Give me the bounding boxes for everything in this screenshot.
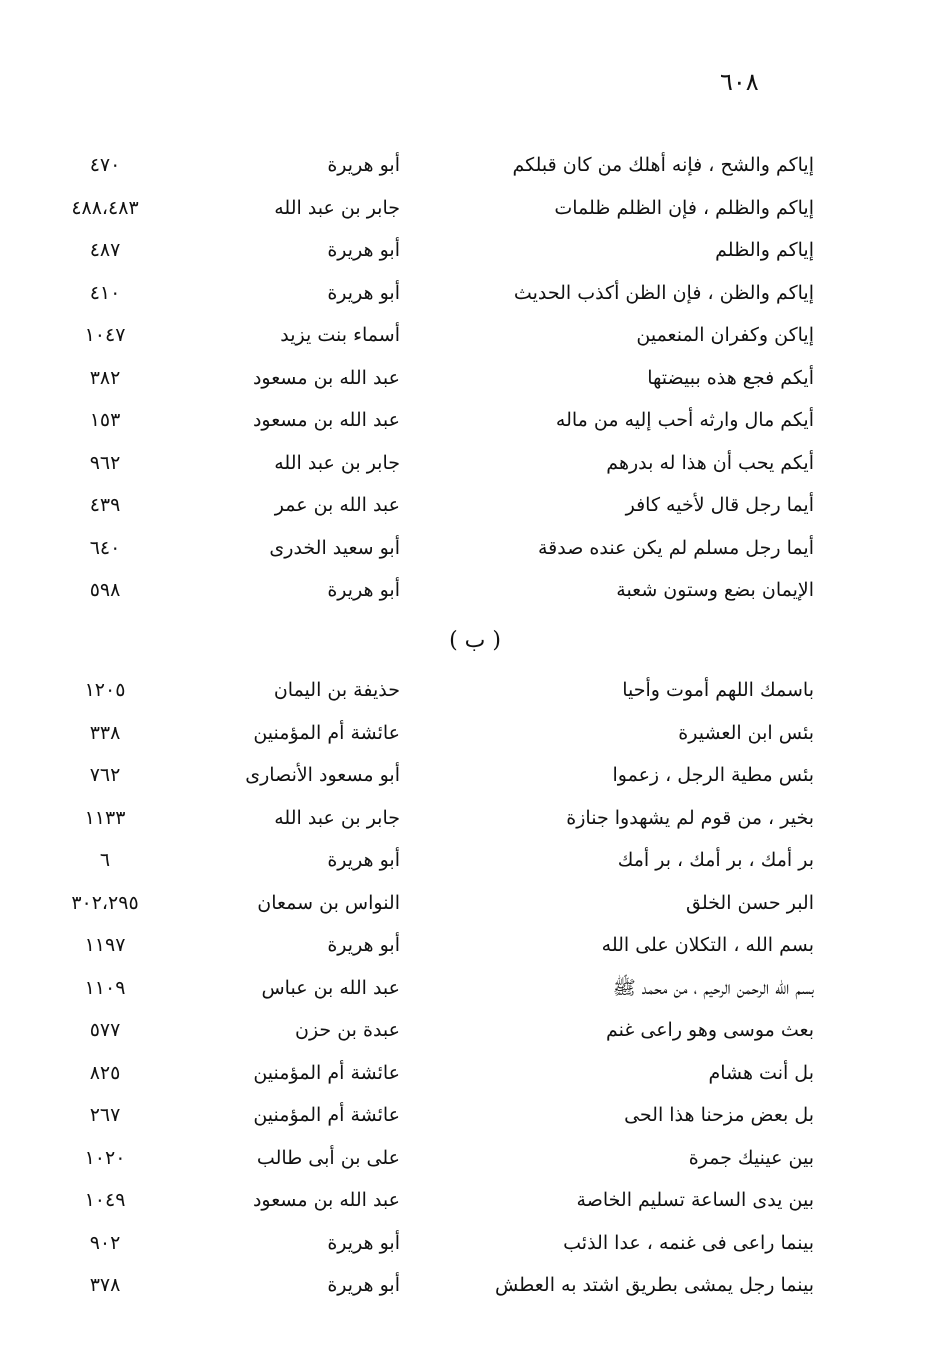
hadith-reference-number: ٩٠٢ bbox=[89, 1231, 121, 1254]
narrator-name: أسماء بنت يزيد bbox=[280, 324, 400, 346]
hadith-reference-number: ١١٩٧ bbox=[84, 934, 126, 956]
hadith-text: بخير ، من قوم لم يشهدوا جنازة bbox=[566, 806, 814, 829]
index-entry-row bbox=[0, 193, 950, 236]
narrator-name: عبد الله بن مسعود bbox=[252, 409, 400, 431]
hadith-reference-number: ١١٠٩ bbox=[84, 976, 126, 999]
narrator-name: عبد الله بن عباس bbox=[261, 976, 400, 999]
hadith-reference-number: ١٠٤٩ bbox=[84, 1189, 126, 1211]
hadith-text: بسم الله ، التكلان على الله bbox=[601, 934, 814, 956]
hadith-reference-number: ١٠٢٠ bbox=[84, 1146, 126, 1169]
hadith-reference-number: ٣٠٢،٢٩٥ bbox=[71, 891, 139, 914]
index-entry-row bbox=[0, 363, 950, 406]
index-entry-row bbox=[0, 1058, 950, 1101]
hadith-text: بل بعض مزحنا هذا الحى bbox=[624, 1104, 814, 1126]
index-entry-row bbox=[0, 490, 950, 533]
index-entry-row bbox=[0, 1270, 950, 1313]
hadith-reference-number: ٣٨٢ bbox=[89, 366, 121, 389]
hadith-reference-number: ١١٣٣ bbox=[84, 806, 126, 829]
index-entry-row bbox=[0, 235, 950, 278]
section-heading-ba: ( ب ) bbox=[449, 628, 501, 653]
hadith-text: بسم الله الرحمن الرحيم ، من محمد ﷺ bbox=[612, 976, 814, 999]
hadith-text: بئس مطية الرجل ، زعموا bbox=[612, 764, 814, 786]
hadith-reference-number: ١٥٣ bbox=[89, 409, 121, 431]
narrator-name: أبو سعيد الخدرى bbox=[269, 536, 400, 559]
hadith-reference-number: ٤٣٩ bbox=[89, 494, 121, 516]
index-entry-row bbox=[0, 845, 950, 888]
hadith-text: بر أمك ، بر أمك ، بر أمك bbox=[617, 849, 814, 871]
index-entry-row bbox=[0, 320, 950, 363]
narrator-name: على بن أبى طالب bbox=[256, 1146, 400, 1169]
hadith-reference-number: ٨٢٥ bbox=[89, 1061, 121, 1084]
narrator-name: أبو هريرة bbox=[327, 849, 400, 871]
index-entry-row bbox=[0, 675, 950, 718]
narrator-name: أبو هريرة bbox=[327, 934, 400, 956]
hadith-text: بين يدى الساعة تسليم الخاصة bbox=[576, 1189, 814, 1211]
hadith-reference-number: ٤٨٧ bbox=[89, 239, 121, 261]
narrator-name: أبو مسعود الأنصارى bbox=[245, 764, 400, 786]
page-number: ٦٠٨ bbox=[720, 68, 759, 96]
hadith-text: إياكن وكفران المنعمين bbox=[636, 324, 814, 346]
index-entry-row bbox=[0, 448, 950, 491]
narrator-name: أبو هريرة bbox=[327, 1231, 400, 1254]
narrator-name: النواس بن سمعان bbox=[257, 891, 400, 914]
ba-entries-list bbox=[0, 675, 950, 1313]
narrator-name: عائشة أم المؤمنين bbox=[253, 1061, 400, 1084]
alif-entries-list bbox=[0, 150, 950, 618]
narrator-name: جابر بن عبد الله bbox=[274, 451, 400, 474]
index-entry-row bbox=[0, 1143, 950, 1186]
hadith-reference-number: ٤٨٨،٤٨٣ bbox=[71, 196, 139, 219]
hadith-reference-number: ٧٦٢ bbox=[89, 764, 121, 786]
hadith-text: أيكم مال وارثه أحب إليه من ماله bbox=[555, 409, 814, 431]
hadith-text: بين عينيك جمرة bbox=[688, 1146, 814, 1169]
index-entry-row bbox=[0, 973, 950, 1016]
index-entry-row bbox=[0, 533, 950, 576]
narrator-name: عبد الله بن عمر bbox=[274, 494, 400, 516]
narrator-name: جابر بن عبد الله bbox=[274, 806, 400, 829]
hadith-text: إياكم والظلم bbox=[715, 239, 814, 261]
narrator-name: أبو هريرة bbox=[327, 1274, 400, 1296]
narrator-name: أبو هريرة bbox=[327, 154, 400, 176]
index-entry-row bbox=[0, 278, 950, 321]
hadith-text: إياكم والشح ، فإنه أهلك من كان قبلكم bbox=[512, 154, 814, 176]
hadith-text: بينما رجل يمشى بطريق اشتد به العطش bbox=[494, 1274, 814, 1296]
index-entry-row bbox=[0, 718, 950, 761]
index-entry-row bbox=[0, 150, 950, 193]
index-entry-row bbox=[0, 803, 950, 846]
hadith-reference-number: ٦٤٠ bbox=[89, 536, 121, 559]
narrator-name: عائشة أم المؤمنين bbox=[253, 1104, 400, 1126]
index-entry-row bbox=[0, 1185, 950, 1228]
index-entry-row bbox=[0, 405, 950, 448]
narrator-name: أبو هريرة bbox=[327, 579, 400, 601]
hadith-reference-number: ٩٦٢ bbox=[89, 451, 121, 474]
hadith-text: أيما رجل قال لأخيه كافر bbox=[625, 494, 814, 516]
narrator-name: عبد الله بن مسعود bbox=[252, 1189, 400, 1211]
hadith-reference-number: ٣٣٨ bbox=[89, 721, 121, 744]
narrator-name: عبد الله بن مسعود bbox=[252, 366, 400, 389]
hadith-text: بعث موسى وهو راعى غنم bbox=[606, 1019, 814, 1041]
index-entry-row bbox=[0, 575, 950, 618]
hadith-text: أيكم فجع هذه ببيضتها bbox=[647, 366, 814, 389]
index-entry-row bbox=[0, 1228, 950, 1271]
hadith-reference-number: ٤١٠ bbox=[89, 281, 121, 304]
hadith-text: بينما راعى فى غنمه ، عدا الذئب bbox=[563, 1231, 814, 1254]
hadith-reference-number: ٥٩٨ bbox=[89, 579, 121, 601]
index-entry-row bbox=[0, 930, 950, 973]
index-entry-row bbox=[0, 1015, 950, 1058]
hadith-reference-number: ٤٧٠ bbox=[89, 154, 121, 176]
narrator-name: حذيفة بن اليمان bbox=[273, 679, 400, 701]
hadith-text: إياكم والظلم ، فإن الظلم ظلمات bbox=[554, 196, 814, 219]
hadith-text: باسمك اللهم أموت وأحيا bbox=[622, 679, 814, 701]
hadith-reference-number: ٥٧٧ bbox=[89, 1019, 121, 1041]
hadith-reference-number: ٣٧٨ bbox=[89, 1274, 121, 1296]
narrator-name: أبو هريرة bbox=[327, 239, 400, 261]
hadith-text: أيكم يحب أن هذا له بدرهم bbox=[606, 451, 814, 474]
hadith-text: بل أنت هشام bbox=[708, 1061, 814, 1084]
narrator-name: عائشة أم المؤمنين bbox=[253, 721, 400, 744]
index-entry-row bbox=[0, 888, 950, 931]
hadith-reference-number: ١٠٤٧ bbox=[84, 324, 126, 346]
index-entry-row bbox=[0, 1100, 950, 1143]
hadith-text: الإيمان بضع وستون شعبة bbox=[616, 579, 814, 601]
hadith-text: إياكم والظن ، فإن الظن أكذب الحديث bbox=[513, 281, 814, 304]
hadith-reference-number: ١٢٠٥ bbox=[84, 679, 126, 701]
index-entry-row bbox=[0, 760, 950, 803]
hadith-text: أيما رجل مسلم لم يكن عنده صدقة bbox=[537, 536, 814, 559]
hadith-reference-number: ٦ bbox=[99, 849, 111, 871]
narrator-name: عبدة بن حزن bbox=[294, 1019, 400, 1041]
hadith-text: بئس ابن العشيرة bbox=[678, 721, 814, 744]
narrator-name: جابر بن عبد الله bbox=[274, 196, 400, 219]
hadith-reference-number: ٢٦٧ bbox=[89, 1104, 121, 1126]
narrator-name: أبو هريرة bbox=[327, 281, 400, 304]
hadith-text: البر حسن الخلق bbox=[686, 891, 814, 914]
